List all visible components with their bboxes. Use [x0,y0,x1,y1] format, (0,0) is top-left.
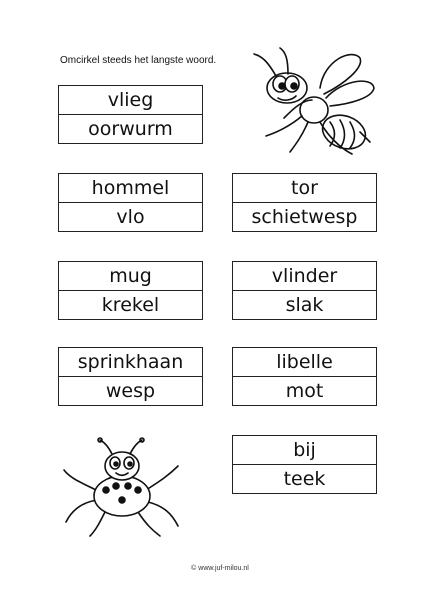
word-top[interactable]: vlinder [271,265,338,287]
word-bottom[interactable]: oorwurm [59,114,202,143]
word-top[interactable]: tor [291,177,318,199]
word-top[interactable]: mug [109,265,152,287]
word-top[interactable]: bij [293,439,316,461]
word-bottom[interactable]: teek [233,464,376,493]
word-pair-box [58,347,203,406]
word-pair-box [58,261,203,320]
word-top[interactable]: sprinkhaan [77,351,184,373]
word-pair-box [58,85,203,144]
word-pair-box [232,435,377,494]
instruction-text: Omcirkel steeds het langste woord. [60,55,217,66]
spider-illustration [60,430,185,540]
wasp-illustration [232,40,382,160]
word-pair-box [58,173,203,232]
word-bottom[interactable]: mot [233,376,376,405]
footer-credit: © www.juf-milou.nl [191,565,249,572]
word-top[interactable]: libelle [276,351,333,373]
word-pair-box [232,261,377,320]
word-top[interactable]: vlieg [107,89,154,111]
word-bottom[interactable]: krekel [59,290,202,319]
word-pair-box [232,347,377,406]
word-top[interactable]: hommel [91,177,170,199]
word-bottom[interactable]: vlo [59,202,202,231]
word-bottom[interactable]: slak [233,290,376,319]
word-pair-box [232,173,377,232]
word-bottom[interactable]: schietwesp [233,202,376,231]
word-bottom[interactable]: wesp [59,376,202,405]
